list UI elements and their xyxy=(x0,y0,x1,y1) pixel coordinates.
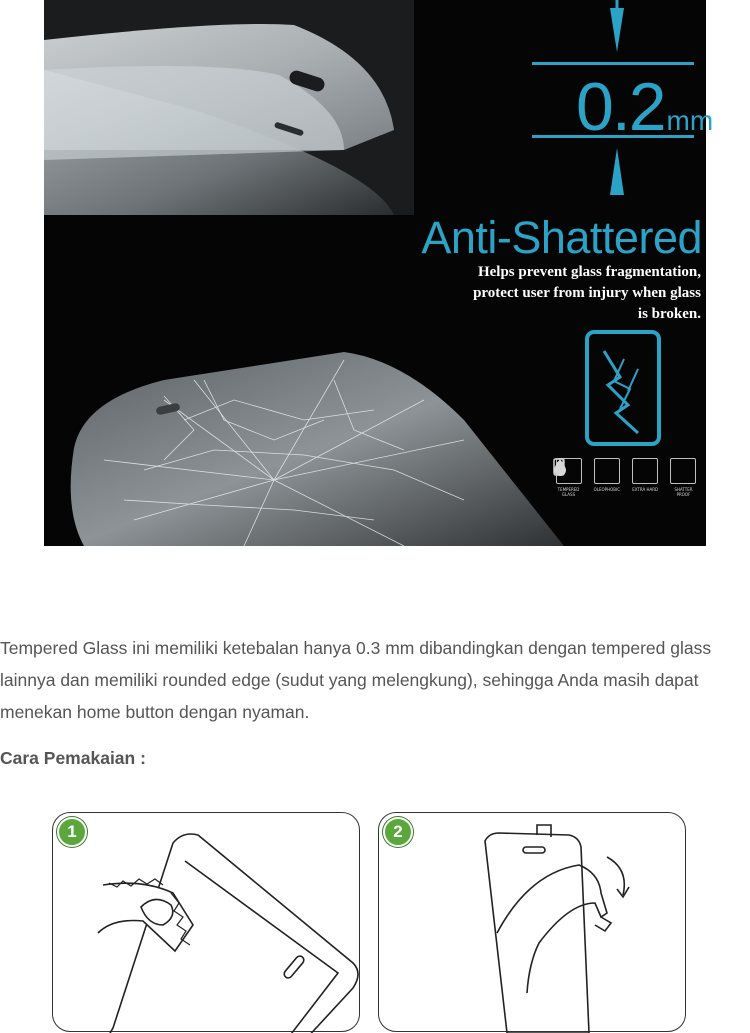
step-number-badge: 2 xyxy=(383,817,413,847)
feature-label: PROOF xyxy=(676,492,691,497)
usage-heading: Cara Pemakaian : xyxy=(0,748,146,768)
step-number-badge: 1 xyxy=(57,817,87,847)
thickness-unit: mm xyxy=(666,105,714,136)
feature-oleophobic xyxy=(590,458,623,498)
shatter-proof-icon xyxy=(670,458,696,484)
anti-shattered-title: Anti-Shattered xyxy=(421,212,702,263)
anti-shattered-description xyxy=(401,262,701,325)
feature-label: GLASS xyxy=(561,492,576,497)
cracked-glass-image xyxy=(71,352,564,546)
feature-label: OLEOPHOBIC xyxy=(593,487,620,492)
product-banner xyxy=(44,0,714,546)
clean-screen-icon xyxy=(53,813,361,1033)
feature-shatter-proof xyxy=(667,458,700,498)
feature-label: SHATTER xyxy=(674,487,693,492)
hand-press-icon xyxy=(632,458,658,484)
thickness-indicator xyxy=(532,0,714,205)
feature-label: EXTRA HARD xyxy=(632,487,659,492)
shattered-phone-icon xyxy=(584,329,662,447)
feature-icons xyxy=(552,458,700,498)
feature-label: TEMPERED xyxy=(557,487,580,492)
description-line: protect user from injury when glass xyxy=(473,285,701,301)
description-line: is broken. xyxy=(637,306,701,322)
thickness-value xyxy=(576,69,714,145)
peel-film-icon xyxy=(379,813,687,1033)
feature-extra-hard xyxy=(629,458,662,498)
thickness-number: 0.2 xyxy=(576,69,665,145)
step-panel-1 xyxy=(52,812,360,1032)
usage-instructions xyxy=(0,806,750,1000)
description-line: Helps prevent glass fragmentation, xyxy=(477,264,701,280)
water-drop-icon xyxy=(594,458,620,484)
tempered-glass-image xyxy=(44,0,414,215)
step-panel-2 xyxy=(378,812,686,1032)
product-description: Tempered Glass ini memiliki ketebalan hanya 0.3 mm dibandingkan dengan tempered glass lainnya dan memiliki rounded edge (sudut yang melengkung), sehingga Anda masih dapat menekan home button dengan nyaman. xyxy=(0,638,712,722)
